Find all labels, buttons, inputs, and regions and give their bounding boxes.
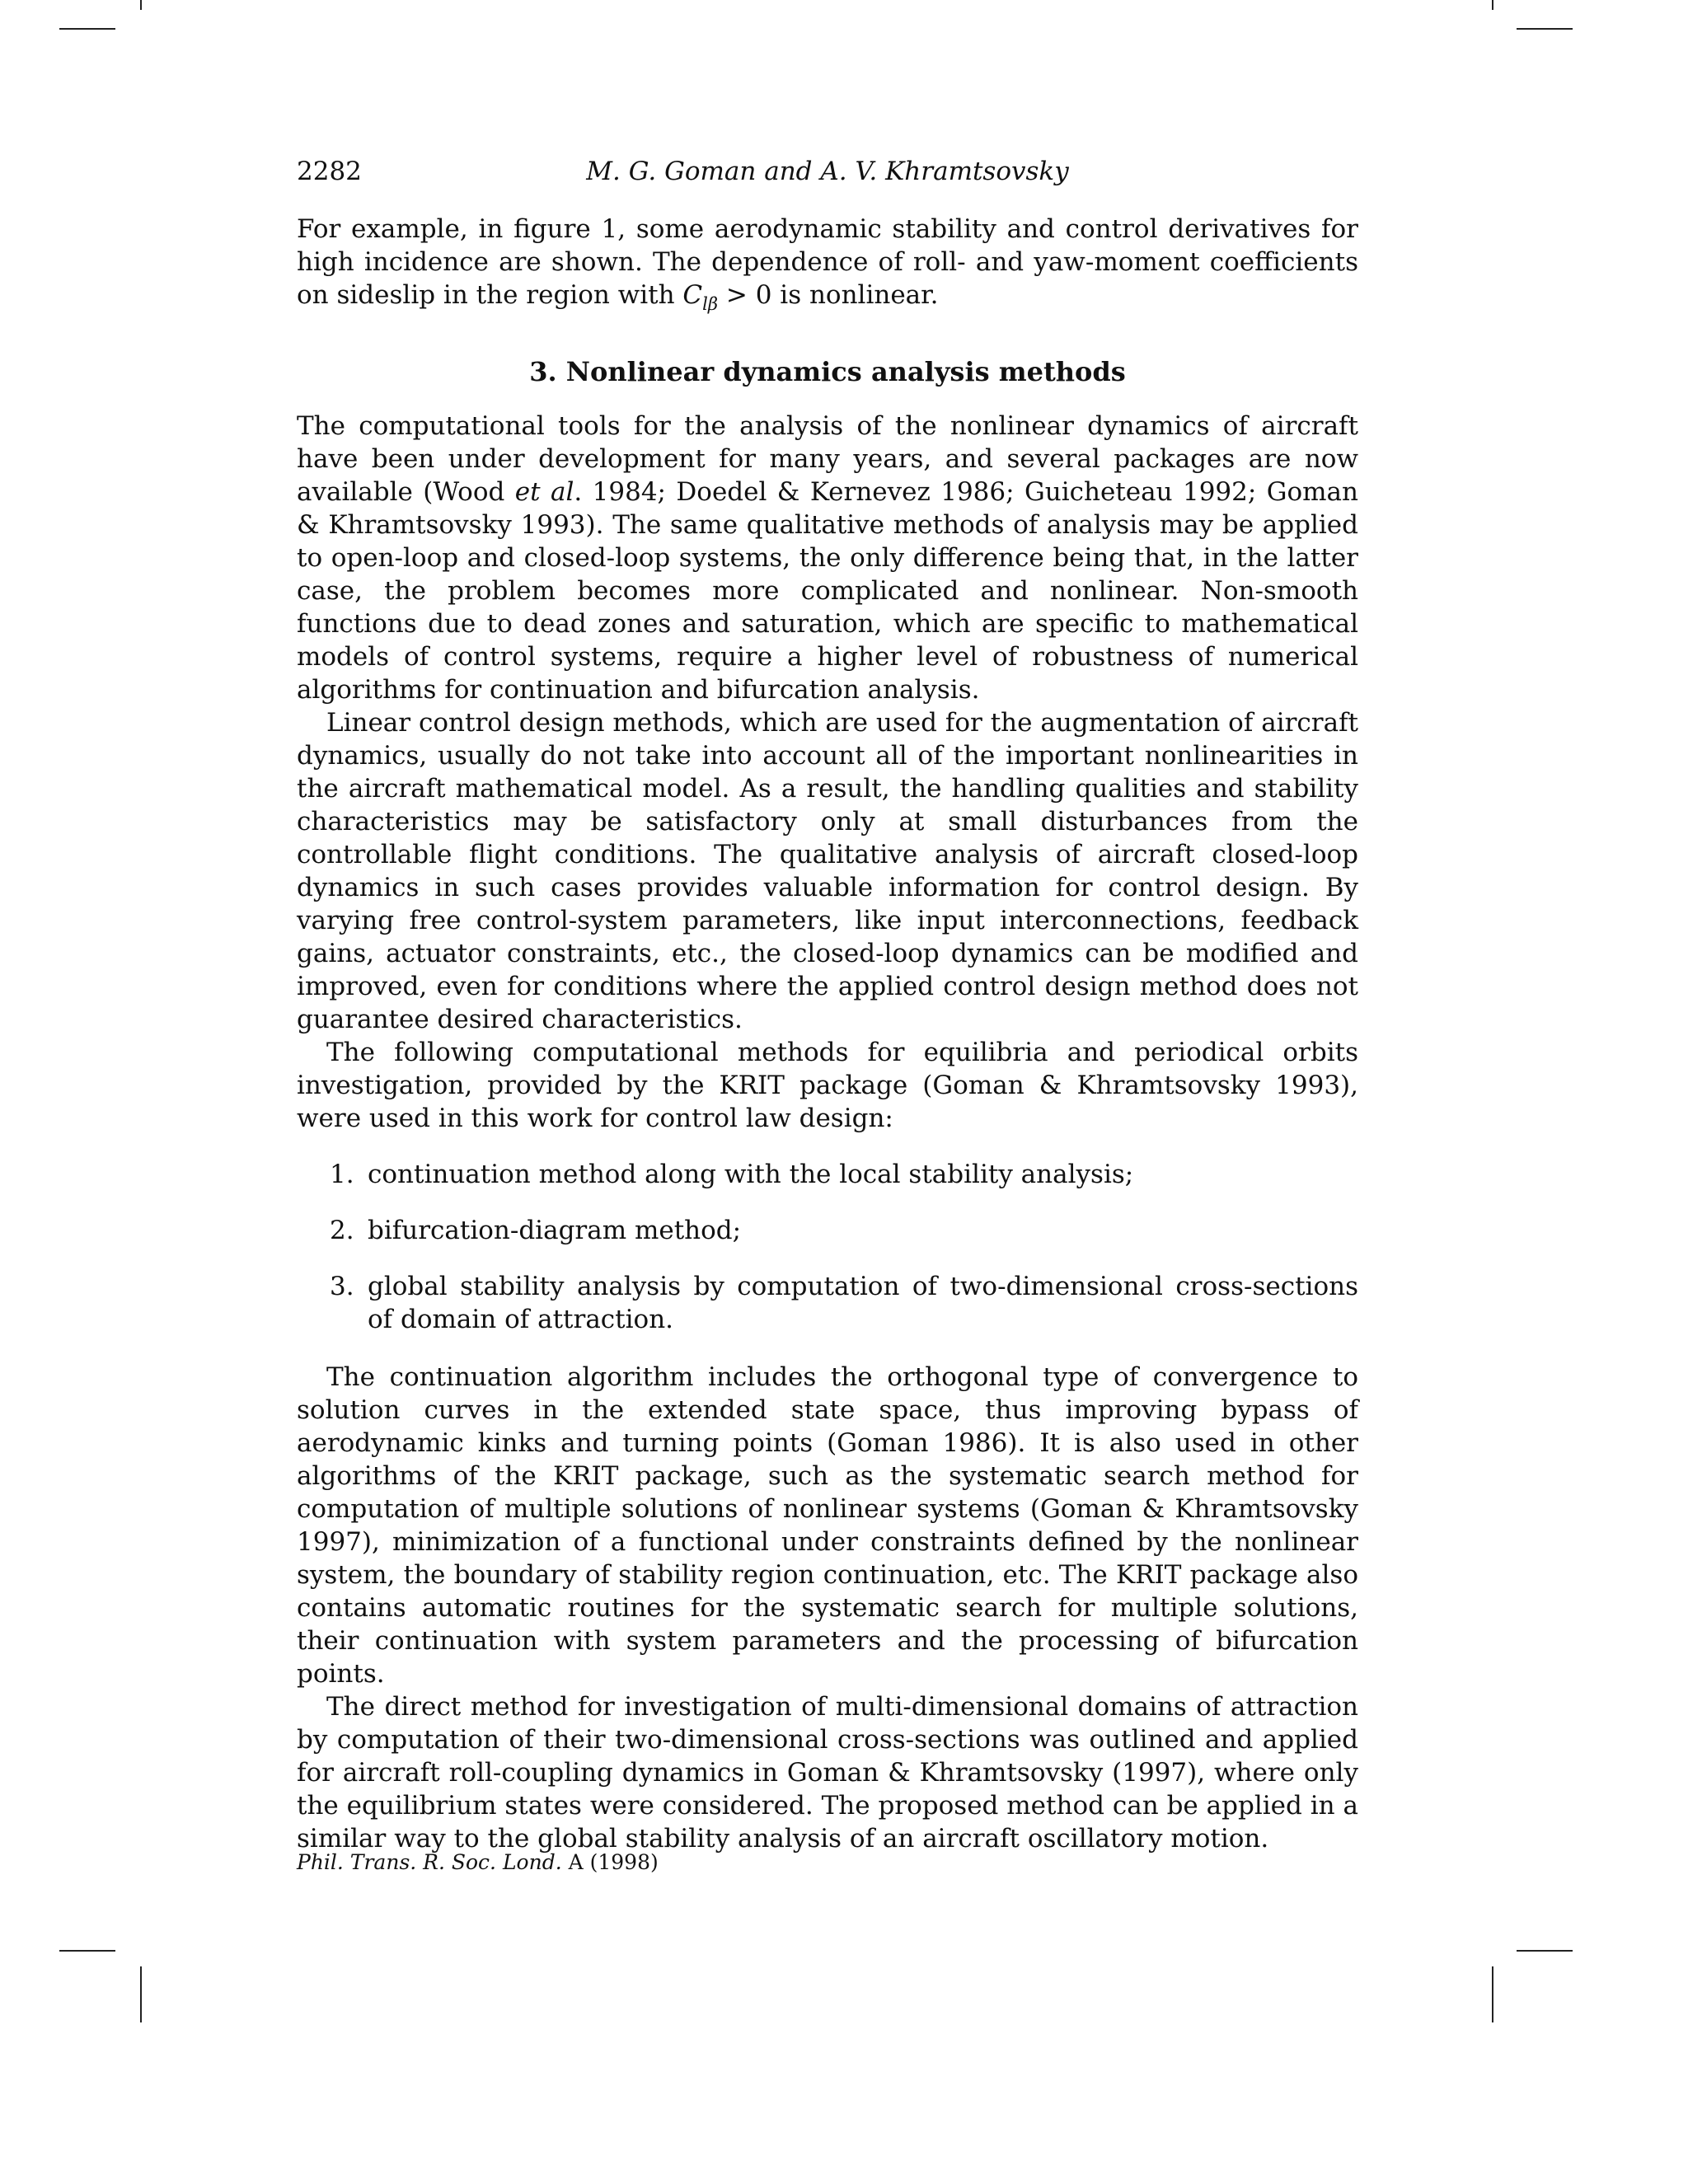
methods-list [297,1158,1358,1336]
page-number: 2282 [297,157,362,186]
et-al: et al [514,477,574,507]
running-head: M. G. Goman and A. V. Khramtsovsky [586,157,1069,186]
list-text: bifurcation-diagram method; [368,1216,742,1245]
page-header [297,157,1358,193]
list-number: 3. [330,1272,354,1301]
intro-text-end: > 0 is nonlinear. [718,280,939,310]
paragraph-1-text-cont: . 1984; Doedel & Kernevez 1986; Guicheteau 1992; Goman & Khramtsovsky 1993). The same qualitative methods of analysis may be applied to open-loop and closed-loop systems, the only difference being that, in the latter case, the problem becomes more complicated and nonlinear. Non-smooth functions due to dead zones and saturation, which are specific to mathematical models of control systems, require a higher level of robustness of numerical algorithms for continuation and bifurcation analysis. [297,477,1359,705]
paragraph-1 [297,410,1358,706]
paragraph-2: Linear control design methods, which are used for the augmentation of aircraft dynamics, usually do not take into account all of the important nonlinearities in the aircraft mathematical model. As a result, the handling qualities and stability characteristics may be satisfactory only at small disturbances from the controllable flight conditions. The qualitative analysis of aircraft closed-loop dynamics in such cases provides valuable information for control design. By varying free control-system parameters, like input interconnections, feedback gains, actuator constraints, etc., the closed-loop dynamics can be modified and improved, even for conditions where the applied control design method does not guarantee desired characteristics. [297,708,1358,1034]
crop-mark-top-left-v [140,0,142,10]
intro-text: For example, in figure 1, some aerodynamic stability and control derivatives for high incidence are shown. The dependence of roll- and yaw-moment coefficients on sideslip in the region with [297,214,1358,310]
list-item [297,1270,1358,1336]
crop-mark-top-right-h [1517,28,1573,30]
paragraph-1-text: The computational tools for the analysis of the nonlinear dynamics of aircraft have been under development for many years, and several packages are now available (Wood [297,411,1358,507]
section-heading: 3. Nonlinear dynamics analysis methods [529,356,1126,387]
crop-mark-bottom-left-v [140,1966,142,2022]
list-item [297,1214,1358,1247]
paragraph-5: The direct method for investigation of multi-dimensional domains of attraction by computation of their two-dimensional cross-sections was outlined and applied for aircraft roll-coupling dynamics in Goman & Khramtsovsky (1997), where only the equilibrium states were considered. The proposed method can be applied in a similar way to the global stability analysis of an aircraft oscillatory motion. [297,1692,1358,1854]
math-subscript: lβ [702,294,719,314]
journal-name: Phil. Trans. R. Soc. Lond. [297,1850,562,1874]
list-number: 1. [330,1160,354,1189]
list-text: continuation method along with the local stability analysis; [368,1160,1134,1189]
list-text: global stability analysis by computation of two-dimensional cross-sections of domain of attraction. [368,1272,1358,1334]
paragraph-4: The continuation algorithm includes the orthogonal type of convergence to solution curves in the extended state space, thus improving bypass of aerodynamic kinks and turning points (Goman 1986). It is also used in other algorithms of the KRIT package, such as the systematic search method for computation of multiple solutions of nonlinear systems (Goman & Khramtsovsky 1997), minimization of a functional under constraints defined by the nonlinear system, the boundary of stability region continuation, etc. The KRIT package also contains automatic routines for the systematic search for multiple solutions, their continuation with system parameters and the processing of bifurcation points. [297,1362,1358,1689]
list-number: 2. [330,1216,354,1245]
math-symbol: C [682,280,703,310]
crop-mark-top-left-h [59,28,115,30]
intro-paragraph [297,213,1358,321]
list-item [297,1158,1358,1191]
crop-mark-top-right-v [1492,0,1493,10]
crop-mark-bottom-left-h [59,1950,115,1952]
paragraph-3: The following computational methods for equilibria and periodical orbits investigation, provided by the KRIT package (Goman & Khramtsovsky 1993), were used in this work for control law design: [297,1038,1358,1133]
page-body [297,213,1358,1855]
crop-mark-bottom-right-v [1492,1966,1493,2022]
crop-mark-bottom-right-h [1517,1950,1573,1952]
journal-series-year: A (1998) [561,1850,659,1874]
page-footer [297,1850,659,1874]
